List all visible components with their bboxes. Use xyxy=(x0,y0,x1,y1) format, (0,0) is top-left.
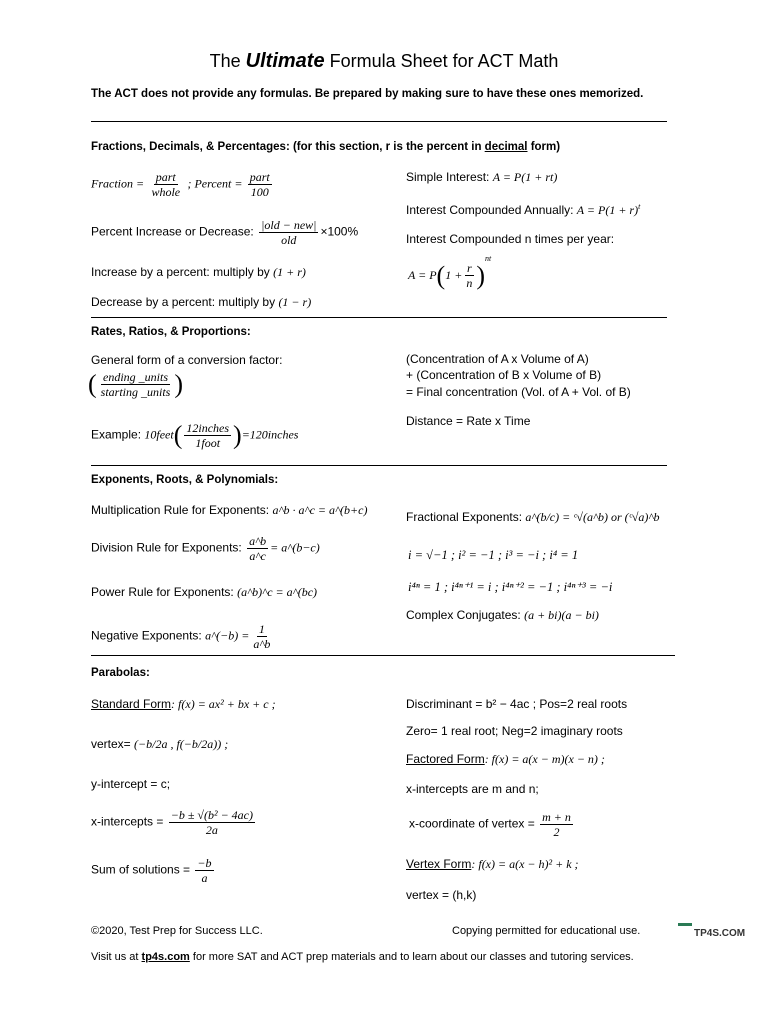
neg-label: Negative Exponents: xyxy=(91,628,202,643)
sum-frac xyxy=(195,856,213,885)
paren-open: ( xyxy=(436,260,446,290)
ntimes-sup: nt xyxy=(485,254,492,263)
conv-formula xyxy=(88,370,183,399)
frac-exp-rule xyxy=(406,510,659,525)
x-coord-vertex xyxy=(409,810,575,839)
power-rule xyxy=(91,585,317,600)
visit-line xyxy=(91,951,634,963)
fraction-den: whole xyxy=(151,185,181,199)
ntimes-label: Interest Compounded n times per year: xyxy=(406,232,615,246)
div-rule xyxy=(91,534,320,563)
ntimes-den: n xyxy=(466,276,473,291)
percent-frac xyxy=(248,170,272,199)
title-emphasis: Ultimate xyxy=(245,50,325,72)
percent-num: part xyxy=(249,170,270,184)
neg-rule xyxy=(91,622,274,651)
simple-expr: A = P(1 + rt) xyxy=(492,170,558,184)
paren-close: ) xyxy=(233,420,242,450)
frac-exp-expr: a^(b/c) = ᶜ√(a^b) or (ᶜ√a)^b xyxy=(525,510,660,524)
xint-frac xyxy=(169,808,255,837)
fraction-formula xyxy=(91,170,274,199)
vertex-expr: (−b/2a , f(−b/2a)) ; xyxy=(134,737,229,751)
divider xyxy=(91,655,675,656)
power-label: Power Rule for Exponents: xyxy=(91,585,234,599)
sum-solutions xyxy=(91,856,216,885)
distance-formula: Distance = Rate x Time xyxy=(406,414,531,428)
fact-label: Factored Form xyxy=(406,752,485,766)
vertex-form-vertex: vertex = (h,k) xyxy=(406,888,477,902)
conj-expr: (a + bi)(a − bi) xyxy=(524,608,599,622)
frac-exp-label: Fractional Exponents: xyxy=(406,510,523,524)
div-frac xyxy=(247,534,268,563)
xint-label: x-intercepts = xyxy=(91,814,164,829)
simple-label: Simple Interest: xyxy=(406,170,490,184)
xvert-label: x-coordinate of vertex = xyxy=(409,816,535,831)
div-num: a^b xyxy=(249,534,267,548)
example-frac xyxy=(184,421,231,450)
simple-interest xyxy=(406,170,557,185)
neg-frac xyxy=(251,622,272,651)
fraction-frac xyxy=(149,170,182,199)
paren-open: ( xyxy=(88,369,97,399)
conv-num: ending _units xyxy=(103,370,169,384)
xint-den: 2a xyxy=(205,823,218,837)
percent-change-formula xyxy=(91,218,358,247)
pct-change-frac xyxy=(259,218,318,247)
sum-label: Sum of solutions = xyxy=(91,862,191,877)
example-label: Example: xyxy=(91,427,142,442)
heading-underlined: decimal xyxy=(484,141,528,153)
ntimes-inner: 1 + xyxy=(445,268,463,282)
paren-open: ( xyxy=(173,420,183,450)
permission: Copying permitted for educational use. xyxy=(452,925,641,937)
conc-line-2: + (Concentration of B x Volume of B) xyxy=(406,368,602,382)
heading-text-end: form) xyxy=(527,141,561,153)
grad-cap-icon xyxy=(678,923,692,936)
paren-close: ) xyxy=(174,369,184,399)
standard-form xyxy=(91,697,276,712)
ntimes-formula xyxy=(408,254,491,290)
increase-line xyxy=(91,265,306,280)
percent-lhs: ; Percent = xyxy=(187,176,243,191)
annual-expr: A = P(1 + r) xyxy=(576,203,639,217)
vertex-formula xyxy=(91,737,228,752)
neg-lhs: a^(−b) = xyxy=(205,628,250,643)
page-title xyxy=(0,50,768,73)
tp4s-link[interactable]: tp4s.com xyxy=(141,951,190,963)
conv-frac xyxy=(99,370,173,399)
annual-sup: t xyxy=(638,202,641,211)
factored-form xyxy=(406,752,605,767)
pct-change-tail: ×100% xyxy=(320,224,359,239)
section-heading-rates: Rates, Ratios, & Proportions: xyxy=(91,326,251,338)
copyright: ©2020, Test Prep for Success LLC. xyxy=(91,925,263,937)
fraction-num: part xyxy=(155,170,176,184)
section-heading-fractions xyxy=(91,141,560,153)
example-rhs: =120inches xyxy=(241,427,299,442)
pct-change-label: Percent Increase or Decrease: xyxy=(91,224,254,239)
conjugates xyxy=(406,608,599,623)
logo-text: TP4S.COM xyxy=(694,928,746,939)
x-intercepts-mn: x-intercepts are m and n; xyxy=(406,782,539,796)
conv-den: starting _units xyxy=(100,385,171,399)
pct-change-den: old xyxy=(281,233,297,247)
title-pre: The xyxy=(209,51,241,71)
i-cycle: i⁴ⁿ = 1 ; i⁴ⁿ⁺¹ = i ; i⁴ⁿ⁺² = −1 ; i⁴ⁿ⁺³ = −i xyxy=(408,580,613,594)
example-num: 12inches xyxy=(186,421,230,435)
vform-expr: : f(x) = a(x − h)² + k ; xyxy=(471,857,579,871)
example-formula xyxy=(91,421,298,450)
discriminant-cases: Zero= 1 real root; Neg=2 imaginary roots xyxy=(406,724,623,738)
title-post: Formula Sheet for ACT Math xyxy=(329,51,559,71)
vform-label: Vertex Form xyxy=(406,857,472,871)
pct-change-num: |old − new| xyxy=(261,218,317,232)
fact-expr: : f(x) = a(x − m)(x − n) ; xyxy=(484,752,605,766)
decrease-label: Decrease by a percent: multiply by xyxy=(91,295,276,309)
sum-den: a xyxy=(201,871,208,885)
div-rhs: = a^(b−c) xyxy=(270,540,320,555)
conv-label: General form of a conversion factor: xyxy=(91,353,283,367)
xvert-num: m + n xyxy=(542,810,571,824)
tp4s-logo xyxy=(678,923,745,939)
annual-interest xyxy=(406,202,640,218)
i-powers: i = √−1 ; i² = −1 ; i³ = −i ; i⁴ = 1 xyxy=(408,548,579,562)
mult-label: Multiplication Rule for Exponents: xyxy=(91,503,270,517)
xvert-frac xyxy=(540,810,573,839)
divider xyxy=(91,121,667,122)
sum-num: −b xyxy=(197,856,212,870)
decrease-expr: (1 − r) xyxy=(278,295,312,309)
ntimes-frac xyxy=(464,261,474,290)
section-heading-exponents: Exponents, Roots, & Polynomials: xyxy=(91,474,279,486)
neg-num: 1 xyxy=(258,622,265,636)
std-expr: : f(x) = ax² + bx + c ; xyxy=(171,697,276,711)
discriminant: Discriminant = b² − 4ac ; Pos=2 real roots xyxy=(406,697,628,711)
neg-den: a^b xyxy=(253,637,271,651)
div-label: Division Rule for Exponents: xyxy=(91,540,242,555)
example-lhs: 10feet xyxy=(144,427,174,442)
power-expr: (a^b)^c = a^(bc) xyxy=(237,585,318,599)
increase-label: Increase by a percent: multiply by xyxy=(91,265,270,279)
div-den: a^c xyxy=(249,549,266,563)
percent-den: 100 xyxy=(250,185,269,199)
increase-expr: (1 + r) xyxy=(273,265,306,279)
y-intercept: y-intercept = c; xyxy=(91,777,171,791)
annual-label: Interest Compounded Annually: xyxy=(406,203,574,217)
heading-text: Fractions, Decimals, & Percentages: (for this section, r is the percent in xyxy=(91,141,485,153)
mult-expr: a^b · a^c = a^(b+c) xyxy=(272,503,368,517)
xint-num: −b ± √(b² − 4ac) xyxy=(170,808,254,822)
conj-label: Complex Conjugates: xyxy=(406,608,521,622)
mult-rule xyxy=(91,503,367,518)
subtitle: The ACT does not provide any formulas. Be prepared by making sure to have these ones memorized. xyxy=(91,88,644,100)
conc-line-1: (Concentration of A x Volume of A) xyxy=(406,352,589,366)
decrease-line xyxy=(91,295,311,310)
ntimes-lhs: A = P xyxy=(408,268,437,282)
vertex-form xyxy=(406,857,579,872)
xvert-den: 2 xyxy=(553,825,560,839)
paren-close: ) xyxy=(476,260,485,290)
conc-line-3: = Final concentration (Vol. of A + Vol. of B) xyxy=(406,385,631,399)
ntimes-num: r xyxy=(466,261,472,276)
std-label: Standard Form xyxy=(91,697,172,711)
section-heading-parabolas: Parabolas: xyxy=(91,667,150,679)
example-den: 1foot xyxy=(195,436,221,450)
x-intercepts xyxy=(91,808,257,837)
divider xyxy=(91,465,667,466)
divider xyxy=(91,317,667,318)
visit-post: for more SAT and ACT prep materials and to learn about our classes and tutoring services. xyxy=(189,951,634,963)
fraction-lhs: Fraction = xyxy=(91,176,145,191)
vertex-label: vertex= xyxy=(91,737,131,751)
visit-pre: Visit us at xyxy=(91,951,142,963)
